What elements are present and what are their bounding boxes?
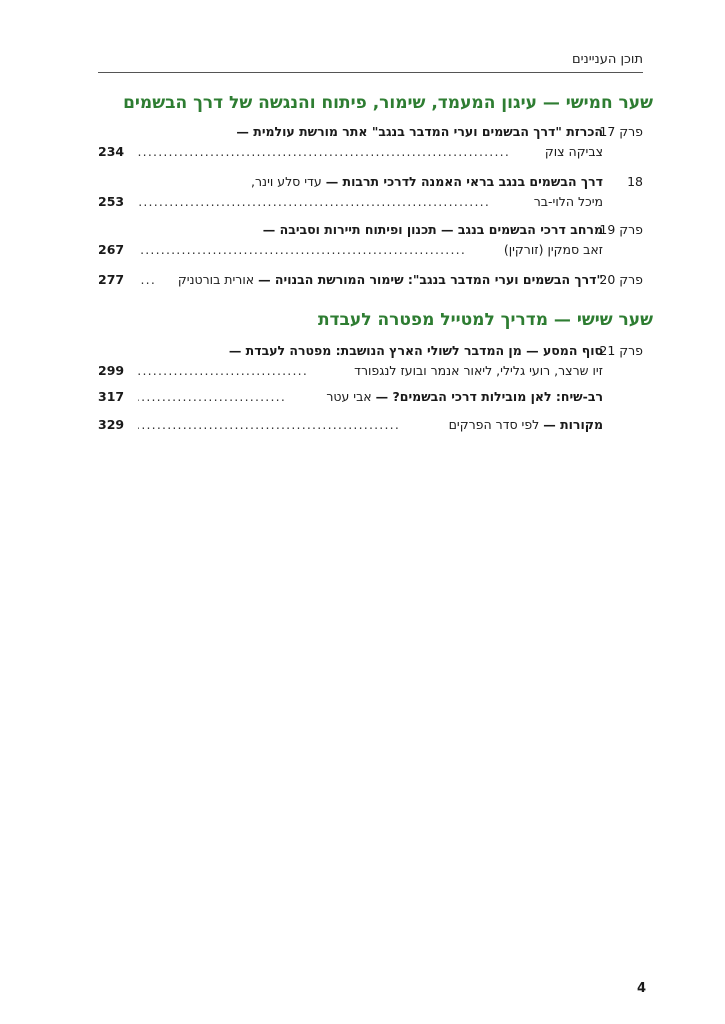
toc-entry-20: [98, 270, 643, 290]
section-title-6: שער שישי — מדריך למטייל מפטרה לעבדת: [317, 310, 653, 330]
leader-dots: [138, 240, 466, 260]
section-title-5: שער חמישי — עיגון המעמד, שימור, פיתוח והנגשה של דרך הבשמים: [123, 93, 653, 113]
chapter-authors: לפי סדר הפרקים: [448, 417, 540, 432]
toc-entry-roundtable: [98, 387, 643, 407]
chapter-authors: אורית בורטניק: [177, 272, 255, 287]
chapter-authors: עדי סלע וינר,: [251, 174, 322, 189]
chapter-title: הכרזת "דרך הבשמים וערי המדבר בנגב" אתר מורשת עולמית —: [236, 124, 603, 139]
leader-dots: [138, 415, 400, 435]
chapter-title: רב-שיח: לאן מובילות דרכי הבשמים? —: [375, 389, 603, 404]
chapter-title: סוף המסע — מן המדבר לשולי הארץ הנושבת: מפטרה לעבדת —: [228, 343, 603, 358]
chapter-title: "דרך הבשמים וערי המדבר בנגב": שימור המורשת הבנויה —: [258, 272, 603, 287]
page-number: 4: [637, 981, 647, 996]
page-ref: 267: [98, 242, 125, 257]
page-ref: 234: [98, 144, 125, 159]
chapter-title: דרך הבשמים בנגב בראי האמנה לדרכי תרבות —: [325, 174, 603, 189]
page-ref: 299: [98, 363, 125, 378]
chapter-number: פרק 21: [599, 343, 643, 358]
chapter-authors: צביקה צוק: [544, 144, 603, 159]
chapter-authors: זאב סמקין (זורקין): [503, 242, 603, 257]
chapter-authors: זיו שרצר, רועי גלילי, ליאור אנמר ובועז לנגפורד: [354, 363, 603, 378]
page-ref: 329: [98, 417, 125, 432]
running-head: תוכן העניינים: [571, 52, 643, 67]
page-ref: 277: [98, 272, 125, 287]
leader-dots: [138, 192, 490, 212]
header-rule: [98, 72, 643, 73]
chapter-number: פרק 20: [599, 272, 643, 287]
chapter-title: מרחב דרכי הבשמים בנגב — תכנון ופיתוח תיירות וסביבה —: [262, 222, 603, 237]
page-ref: 317: [98, 389, 125, 404]
chapter-number: 18: [627, 174, 643, 189]
toc-entry-21: [98, 341, 643, 381]
leader-dots: [138, 361, 308, 381]
leader-dots: [138, 142, 510, 162]
toc-entry-17: [98, 122, 643, 162]
leader-dots: [138, 387, 286, 407]
toc-entry-sources: [98, 415, 643, 435]
chapter-authors: אבי עטר: [326, 389, 372, 404]
page-ref: 253: [98, 194, 125, 209]
chapter-number: פרק 17: [599, 124, 643, 139]
toc-entry-19: [98, 220, 643, 260]
leader-dots: [138, 270, 156, 290]
chapter-number: פרק 19: [599, 222, 643, 237]
chapter-authors-cont: מיכל הלוי-בר: [533, 194, 603, 209]
chapter-title: מקורות —: [543, 417, 603, 432]
toc-entry-18: [98, 172, 643, 212]
